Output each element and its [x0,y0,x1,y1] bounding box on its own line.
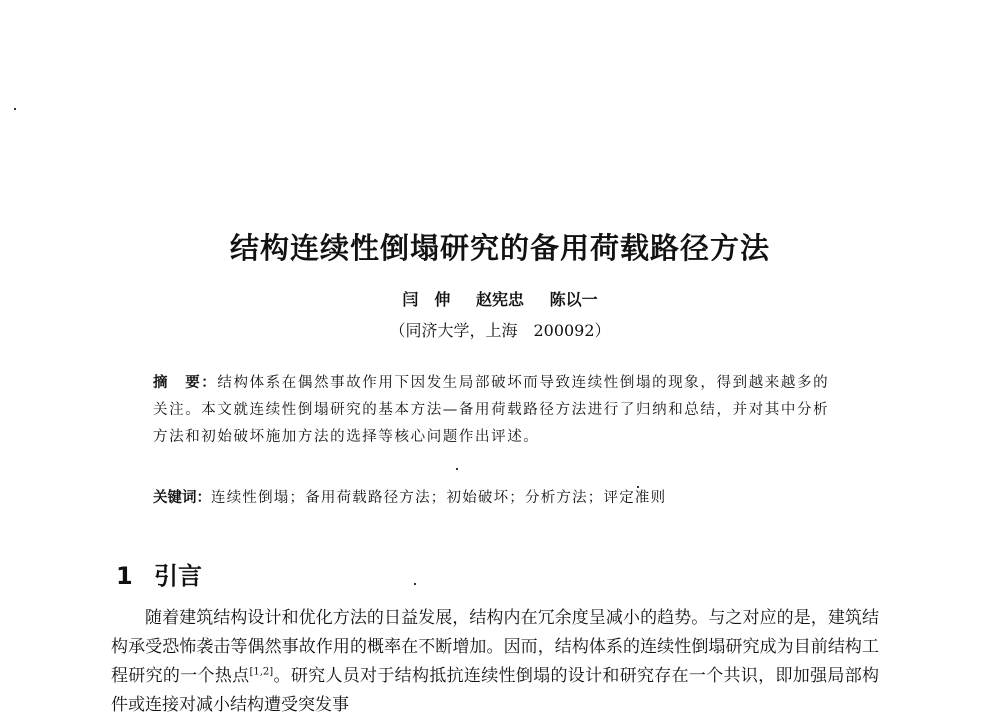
author-list [0,287,1000,310]
section-number: 1 [116,562,133,590]
scan-speck-section [414,583,416,585]
scan-speck-left [14,108,16,110]
citation-reference: [1,2] [249,666,274,678]
author-name: 陈以一 [549,290,598,309]
author-name: 闫 伸 [402,290,451,309]
section-heading [116,556,202,591]
body-paragraph [111,604,879,720]
paper-title: 结构连续性倒塌研究的备用荷载路径方法 [229,231,770,265]
abstract-text: 结构体系在偶然事故作用下因发生局部破坏而导致连续性倒塌的现象，得到越来越多的关注。本文就连续性倒塌研究的基本方法—备用荷载路径方法进行了归纳和总结，并对其中分析方法和初始破坏施加方法的选择等核心问题作出评述。 [153,375,830,445]
abstract [153,370,843,451]
abstract-label: 摘 要： [153,375,218,391]
scan-speck-abstract [456,468,458,470]
body-text-part: 。研究人员对于结构抵抗连续性倒塌的设计和研究存在一个共识，即加强局部构件或连接对减小结构遭受突发事 [111,666,880,715]
keywords-text: 连续性倒塌；备用荷载路径方法；初始破坏；分析方法；评定准则 [211,490,667,506]
keywords-label: 关键词： [153,490,211,506]
body-text-part: 随着建筑结构设计和优化方法的日益发展，结构内在冗余度呈减小的趋势。与之对应的是，建筑结构承受恐怖袭击等偶然事故作用的概率在不断增加。因而，结构体系的连续性倒塌研究成为目前结构工程研究的一个热点 [111,608,879,686]
affiliation: （同济大学，上海 200092） [389,321,611,340]
author-name: 赵宪忠 [475,290,524,309]
section-title: 引言 [154,562,202,590]
keywords [153,486,843,507]
